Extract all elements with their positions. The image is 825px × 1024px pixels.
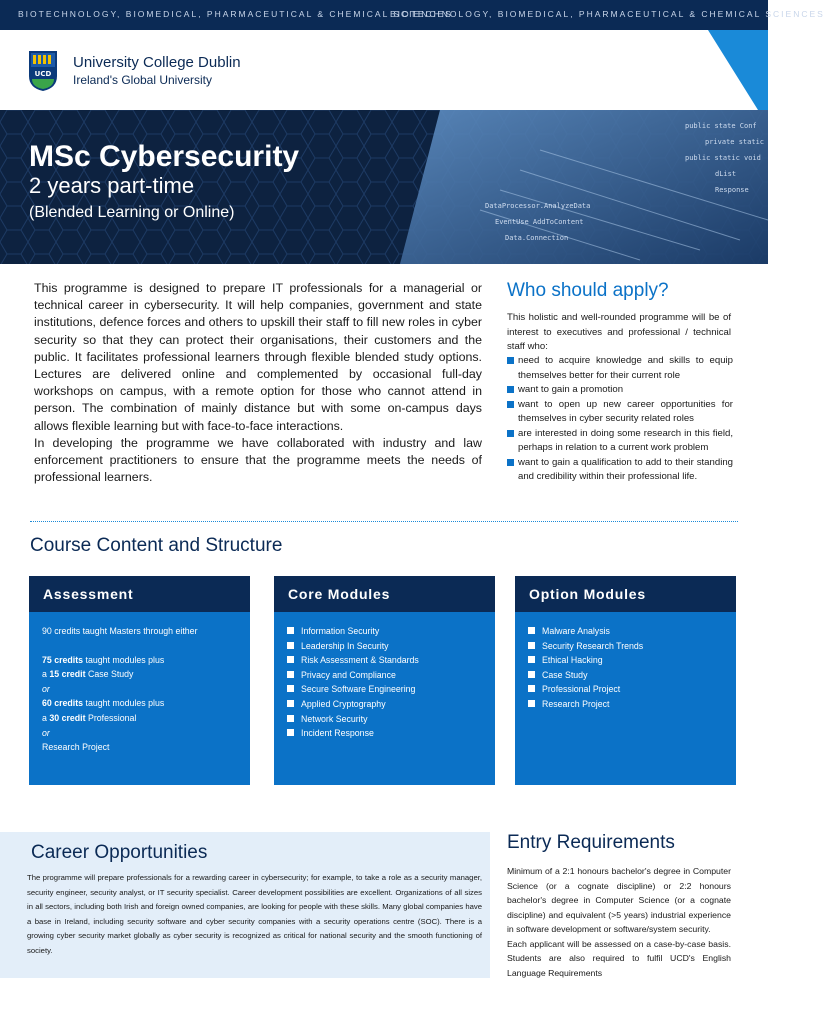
programme-duration: 2 years part-time	[29, 173, 195, 198]
assessment-text: Case Study	[85, 669, 134, 680]
core-modules-title: Core Modules	[274, 576, 495, 612]
credit-value: 15 credit	[49, 669, 86, 680]
section-divider	[30, 521, 738, 522]
list-item: Secure Software Engineering	[287, 682, 482, 697]
list-item: Applied Cryptography	[287, 697, 482, 712]
list-item: Privacy and Compliance	[287, 668, 482, 683]
list-item: Network Security	[287, 712, 482, 727]
credit-value: 30 credit	[49, 712, 86, 723]
assessment-text: taught modules plus	[83, 698, 165, 709]
code-line: EventUse AddToContent	[495, 218, 584, 226]
list-item: Incident Response	[287, 726, 482, 741]
assessment-text: taught modules plus	[83, 654, 165, 665]
code-line: public state Conf	[685, 122, 757, 130]
career-text: The programme will prepare professionals for a rewarding career in cybersecurity; for example, to take a role as a security manager, security engineer, security analyst, or IT security specialist. Career development possibilities are excellent. Organizations of all sizes in all sectors, including both Irish and foreign owned companies, are looking for people with these skills. Many global companies have a base in Ireland, including security software and cyber security companies with a security operations centre (SOC). There is a growing cyber security market globally as cyber security is recognized as critical for national security and the smooth functioning of society.	[27, 873, 482, 955]
logo-text: UCD	[34, 70, 52, 78]
option-modules-body	[515, 612, 736, 724]
list-item: Ethical Hacking	[528, 653, 723, 668]
code-line: Data.Connection	[505, 234, 569, 242]
option-modules-box	[515, 576, 736, 785]
university-tagline: Ireland's Global University	[73, 73, 213, 87]
code-line: DataProcessor.AnalyzeData	[485, 202, 591, 210]
entry-paragraph: Minimum of a 2:1 honours bachelor's degree in Computer Science (or a cognate discipline) or 2:2 honours bachelor's degree in Computer Science (or a cognate discipline) and equivalent (>5 years) industrial experience in software development or software/system security.	[507, 866, 731, 934]
or-label: or	[42, 683, 50, 694]
assessment-body	[29, 612, 250, 767]
faculty-label-right: BIOTECHNOLOGY, BIOMEDICAL, PHARMACEUTICAL & CHEMICAL SCIENCES	[390, 9, 825, 19]
option-modules-list	[528, 624, 723, 712]
entry-requirements-text	[507, 864, 731, 980]
assessment-text: a	[42, 669, 50, 680]
assessment-intro: 90 credits taught Masters through either	[42, 626, 198, 636]
intro-paragraph: In developing the programme we have collaborated with industry and law enforcement practitioners to ensure that the programme meets the needs of professional learners.	[34, 435, 482, 485]
credit-value: 75 credits	[42, 654, 84, 665]
entry-requirements-heading: Entry Requirements	[507, 832, 675, 853]
who-should-apply-list	[507, 354, 733, 485]
core-modules-list	[287, 624, 482, 741]
top-band	[0, 0, 825, 30]
page-title: MSc Cybersecurity	[29, 140, 300, 173]
list-item: want to gain a qualification to add to their standing and credibility within their professional life.	[507, 456, 733, 485]
or-label: or	[42, 727, 50, 738]
intro-text	[34, 280, 482, 486]
core-modules-body	[274, 612, 495, 753]
programme-mode: (Blended Learning or Online)	[29, 204, 235, 221]
who-should-apply-heading: Who should apply?	[507, 280, 669, 301]
hero-code-overlay	[485, 118, 768, 246]
code-line: dList Response	[715, 170, 749, 194]
career-heading: Career Opportunities	[31, 842, 208, 863]
faculty-label-left: BIOTECHNOLOGY, BIOMEDICAL, PHARMACEUTICAL & CHEMICAL SCIENCES	[18, 9, 453, 19]
assessment-text: a	[42, 712, 50, 723]
core-modules-box	[274, 576, 495, 785]
list-item: want to gain a promotion	[507, 383, 733, 398]
list-item: need to acquire knowledge and skills to equip themselves better for their current role	[507, 354, 733, 383]
header-accent-shape	[648, 30, 768, 110]
assessment-text: Research Project	[42, 742, 110, 753]
list-item: Information Security	[287, 624, 482, 639]
option-modules-title: Option Modules	[515, 576, 736, 612]
entry-paragraph: Each applicant will be assessed on a case-by-case basis. Students are also required to fulfil UCD's English Language Requirements	[507, 938, 731, 978]
code-line: private static	[705, 138, 765, 146]
code-line: public static void	[685, 154, 761, 162]
list-item: Case Study	[528, 668, 723, 683]
university-name[interactable]: University College Dublin	[73, 54, 241, 71]
assessment-box	[29, 576, 250, 785]
list-item: Risk Assessment & Standards	[287, 653, 482, 668]
list-item: Professional Project	[528, 682, 723, 697]
list-item: Security Research Trends	[528, 639, 723, 654]
list-item: Research Project	[528, 697, 723, 712]
intro-paragraph: This programme is designed to prepare IT professionals for a managerial or technical career in cybersecurity. It will help companies, government and state institutions, defence forces and others to upskill their staff to fill new roles in cyber security so that they can protect their organisations, their customers and the public. It facilitates professional learners through flexible blended study options. Lectures are delivered online and complemented by occasional full-day workshops on campus, with a remote option for those who cannot attend in person. The combination of mainly distance but with some on-campus days allows flexible learning but with face-to-face interactions.	[34, 281, 482, 433]
ucd-crest-icon	[28, 50, 58, 92]
list-item: are interested in doing some research in this field, perhaps in relation to a current work problem	[507, 427, 733, 456]
who-should-apply-lead: This holistic and well-rounded programme will be of interest to executives and professional / technical staff who:	[507, 312, 731, 352]
list-item: Leadership In Security	[287, 639, 482, 654]
course-heading: Course Content and Structure	[30, 535, 283, 556]
list-item: want to open up new career opportunities for themselves in cyber security related roles	[507, 398, 733, 427]
list-item: Malware Analysis	[528, 624, 723, 639]
credit-value: 60 credits	[42, 698, 84, 709]
assessment-title: Assessment	[29, 576, 250, 612]
assessment-text: Professional	[85, 712, 137, 723]
